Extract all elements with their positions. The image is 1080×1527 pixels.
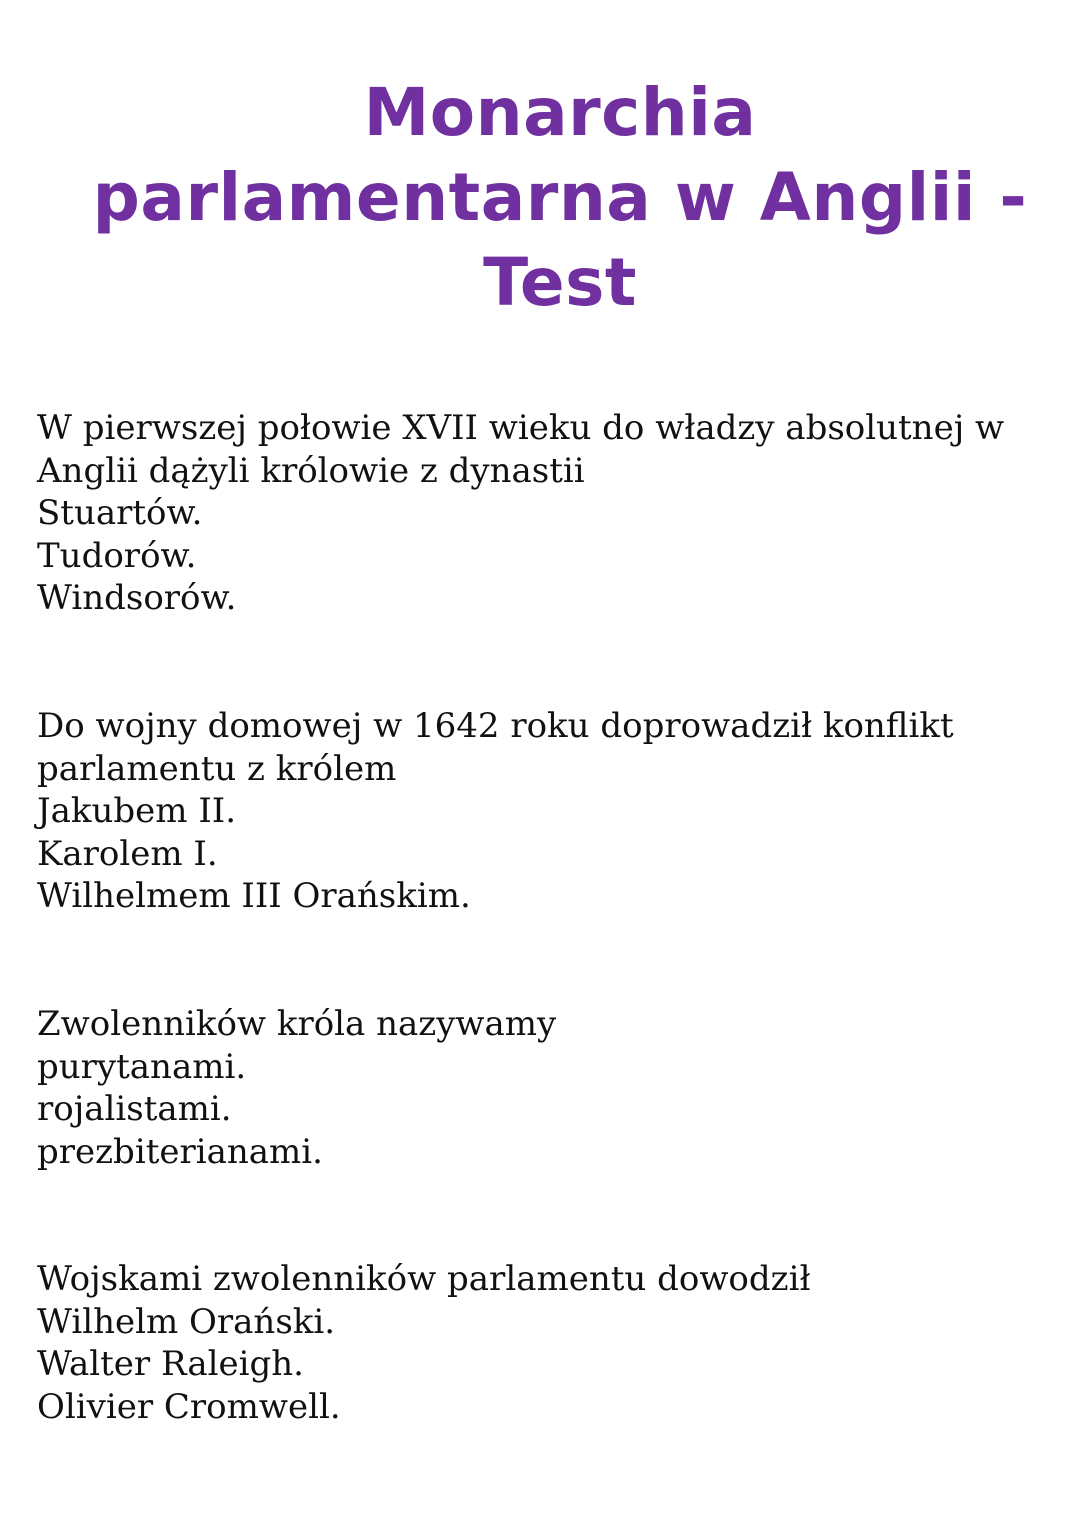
question-prompt: Do wojny domowej w 1642 roku doprowadził konflikt (37, 706, 954, 746)
answer-option: Stuartów. (37, 493, 203, 534)
question-4 (37, 1258, 1047, 1428)
title-line-3: Test (483, 244, 637, 321)
answer-option: Olivier Cromwell. (37, 1386, 341, 1427)
title-line-1: Monarchia (363, 74, 757, 151)
question-prompt-continued: parlamentu z królem (37, 748, 397, 789)
answer-option: Windsorów. (37, 578, 237, 619)
answer-option: Wilhelm Orański. (37, 1301, 336, 1342)
question-prompt: W pierwszej połowie XVII wieku do władzy absolutnej w (37, 408, 1005, 448)
question-prompt: Zwolenników króla nazywamy (37, 1004, 557, 1044)
question-prompt: Wojskami zwolenników parlamentu dowodził (37, 1259, 811, 1299)
answer-option: rojalistami. (37, 1089, 232, 1130)
question-1 (37, 407, 1047, 620)
answer-option: purytanami. (37, 1046, 247, 1087)
page-title (60, 70, 1060, 325)
question-3 (37, 1003, 1047, 1173)
question-prompt-continued: Anglii dążyli królowie z dynastii (37, 450, 585, 491)
title-line-2: parlamentarna w Anglii - (92, 159, 1028, 236)
answer-option: Walter Raleigh. (37, 1344, 304, 1385)
answer-option: Jakubem II. (37, 791, 237, 832)
question-2 (37, 705, 1047, 918)
answer-option: Wilhelmem III Orańskim. (37, 876, 471, 917)
answer-option: Karolem I. (37, 833, 218, 874)
answer-option: Tudorów. (37, 535, 197, 576)
answer-option: prezbiterianami. (37, 1131, 323, 1172)
